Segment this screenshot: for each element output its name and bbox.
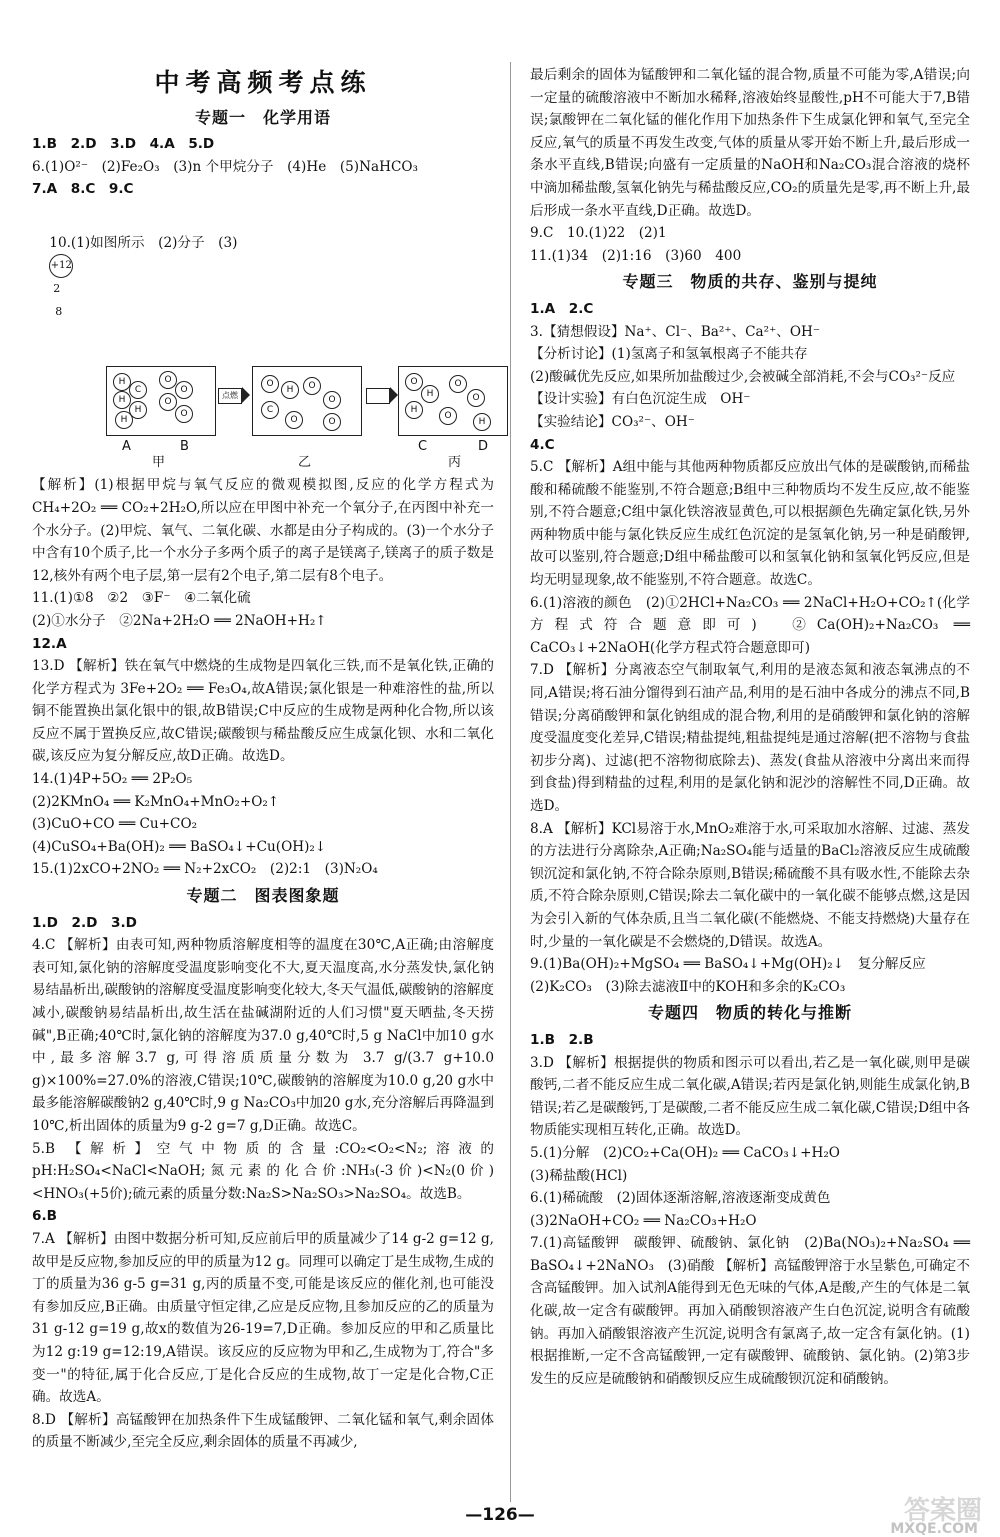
answer-line: (3)CuO+CO ══ Cu+CO₂ — [32, 816, 198, 833]
explanation-5: 5.B 【解析】空气中物质的含量:CO₂<O₂<N₂;溶液的pH:H₂SO₄<NaCl<NaOH;氮元素的化合价:NH₃(-3价)<N₂(0价)<HNO₃(+5价);硫元素的质量分数:Na₂S>Na₂SO₃>Na₂SO₄。故选B。 — [32, 1140, 494, 1202]
answer-line: 6.(1)O²⁻ (2)Fe₂O₃ (3)n 个甲烷分子 (4)He (5)NaHCO₃ — [32, 158, 418, 175]
atom-shell-1: 2 — [53, 282, 61, 296]
explanation-3: 3.D 【解析】根据提供的物质和图示可以看出,若乙是一氧化碳,则甲是碳酸钙,二者不能反应生成二氧化碳,A错误;若丙是氯化钠,则能生成氯化钠,B错误;若乙是碳酸钙,丁是碳酸,二者不能反应生成二氧化碳,C错误;D组中各物质能实现相互转化,正确。故选D。 — [530, 1054, 970, 1139]
arrow-icon — [366, 388, 390, 404]
explanation-7: 7.D 【解析】分离液态空气制取氧气,利用的是液态氮和液态氧沸点的不同,A错误;将石油分馏得到石油产品,利用的是石油中各成分的沸点不同,B错误;分离硝酸钾和氯化钠组成的混合物,利用的是硝酸钾和氯化钠的溶解度受温度变化差异,C错误;精盐提纯,粗盐提纯是通过溶解(把不溶物与食盐初步分离)、过滤(把不溶物彻底除去)、蒸发(食盐从溶液中分离出来而得到食盐)得到精盐的过程,利用的是氯化钠和泥沙的溶解性不同,D正确。故选D。 — [530, 662, 970, 814]
box-yi: O H C O O O O — [252, 366, 362, 436]
atom-nucleus-icon: +12 — [49, 254, 73, 278]
answer-line: 1.A 2.C — [530, 300, 594, 317]
answer-line: (2)2KMnO₄ ══ K₂MnO₄+MnO₂+O₂↑ — [32, 793, 280, 810]
answer-line: 【分析讨论】(1)氢离子和氢氧根离子不能共存 — [530, 346, 808, 363]
answer-line: 14.(1)4P+5O₂ ══ 2P₂O₅ — [32, 771, 193, 788]
answer-line: 12.A — [32, 635, 67, 652]
explanation-8-continued: 最后剩余的固体为锰酸钾和二氧化锰的混合物,质量不可能为零,A错误;向一定量的硫酸溶液中不断加水稀释,溶液始终显酸性,pH不可能大于7,B错误;氯酸钾在二氧化锰的催化作用下加热条件下生成氯化钾和氧气,至完全反应,氧气的质量不再发生改变,气体的质量从零开始不断上升,最后形成一条水平直线,B错误;向盛有一定质量的NaOH和Na₂CO₃混合溶液的烧杯中滴加稀盐酸,氢氧化钠先与稀盐酸反应,CO₂的质量先是零,再不断上升,最后形成一条水平直线,D正确。故选D。 — [530, 67, 970, 219]
watermark-logo: 答案圈 — [903, 1496, 982, 1526]
answer-6: 6.(1)溶液的颜色 (2)①2HCl+Na₂CO₃ ══ 2NaCl+H₂O+CO₂↑(化学方程式符合题意即可) ②Ca(OH)₂+Na₂CO₃ ══ CaCO₃↓+2NaOH(化学方程式符合题意即可) — [530, 594, 975, 656]
explanation-7b: 7.(1)高锰酸钾 碳酸钾、硫酸钠、氯化钠 (2)Ba(NO₃)₂+Na₂SO₄ ══ BaSO₄↓+2NaNO₃ (3)硝酸 【解析】高锰酸钾溶于水呈紫色,可确定不含高锰酸钾。加入试剂A能得到无色无味的气体,A是酸,产生的气体是二氧化碳,故一定含有碳酸钾。再加入硝酸钡溶液产生白色沉淀,说明含有硫酸钠。再加入硝酸银溶液产生沉淀,说明含有氯离子,故一定含有氯化钠。(1)根据推断,一定不含高锰酸钾,一定有碳酸钾、硫酸钠、氯化钠。(2)第3步发生的反应是硫酸钠和硝酸钡反应生成硫酸钡沉淀和硝酸钠。 — [530, 1235, 975, 1387]
answer-line: 【实验结论】CO₃²⁻、OH⁻ — [530, 413, 695, 430]
section-1-title: 专题一 化学用语 — [194, 107, 331, 127]
atom-shell-2: 8 — [55, 305, 63, 319]
explanation-8: 8.A 【解析】KCl易溶于水,MnO₂难溶于水,可采取加水溶解、过滤、蒸发的方法进行分离除杂,A正确;Na₂SO₄能与适量的BaCl₂溶液反应生成硫酸钡沉淀和氯化钠,不符合除杂原则,B错误;稀硫酸不具有吸水性,不能除去杂质,不符合除杂原则,C错误;除去二氧化碳中的一氧化碳不能够点燃,这是因为会引入新的气体杂质,且当二氧化碳(不能燃烧、不能支持燃烧)大量存在时,少量的一氧化碳是不会燃烧的,D错误。故选A。 — [530, 820, 970, 950]
answer-line: 1.B 2.D 3.D 4.A 5.D — [32, 136, 215, 153]
explanation-8: 8.D 【解析】高锰酸钾在加热条件下生成锰酸钾、二氧化锰和氧气,剩余固体的质量不断减少,至完全反应,剩余固体的质量不再减少, — [32, 1411, 494, 1451]
label-b: B — [180, 439, 189, 455]
label-yi: 乙 — [298, 455, 312, 471]
watermark-url: MXQE.COM — [890, 1521, 978, 1537]
answer-line: (4)CuSO₄+Ba(OH)₂ ══ BaSO₄↓+Cu(OH)₂↓ — [32, 838, 327, 855]
answer-line: 1.D 2.D 3.D — [32, 914, 137, 931]
answer-line: 9.C 10.(1)22 (2)1 — [530, 225, 667, 242]
answer-line: (2)①水分子 ②2Na+2H₂O ══ 2NaOH+H₂↑ — [32, 612, 327, 629]
box-bing: O H H O O O H — [398, 366, 508, 436]
column-divider — [510, 62, 511, 1502]
answer-line: 6.(1)稀硫酸 (2)固体逐渐溶解,溶液逐渐变成黄色 — [530, 1190, 831, 1207]
explanation-4: 4.C 【解析】由表可知,两种物质溶解度相等的温度在30℃,A正确;由溶解度表可知,氯化钠的溶解度受温度影响变化不大,夏天温度高,水分蒸发快,氯化钠易结晶析出,碳酸钠的溶解度受温度影响变化较大,冬天气温低,碳酸钠的溶解度减小,碳酸钠易结晶析出,故生活在盐碱湖附近的人们习惯"夏天晒盐,冬天捞碱",B正确;40℃时,氯化钠的溶解度为37.0 g,40℃时,5 g NaCl中加10 g水中,最多溶解3.7 g,可得溶质质量分数为 3.7 g/(3.7 g+10.0 g)×100%=27.0%的溶液,C错误;10℃,碳酸钠的溶解度为10.0 g,20 g水中最多能溶解碳酸钠2 g,40℃时,9 g Na₂CO₃中加20 g水,充分溶解后再降温到10℃,析出固体的质量为9 g-2 g=7 g,D正确。故选C。 — [32, 937, 499, 1134]
answer-line: 11.(1)34 (2)1:16 (3)60 400 — [530, 247, 742, 264]
section-3-title: 专题三 物质的共存、鉴别与提纯 — [622, 272, 878, 292]
label-bing: 丙 — [448, 455, 462, 471]
label-jia: 甲 — [152, 455, 166, 471]
answer-line: 5.(1)分解 (2)CO₂+Ca(OH)₂ ══ CaCO₃↓+H₂O — [530, 1144, 840, 1161]
explanation-5: 5.C 【解析】A组中能与其他两种物质都反应放出气体的是碳酸钠,而稀盐酸和稀硫酸不能鉴别,不符合题意;B组中三种物质均不发生反应,故不能鉴别,不符合题意;C组中氯化铁溶液显黄色,可以根据颜色先确定氯化铁,另外两种物质中能与氯化铁反应生成红色沉淀的是氢氧化钠,另一种是硝酸钾,故可以鉴别,符合题意;D组中稀盐酸可以和氢氧化钠和氢氧化钙反应,但是均无明显现象,故不能鉴别,不符合题意。故选C。 — [530, 459, 970, 589]
explanation-10: 【解析】(1)根据甲烷与氧气反应的微观模拟图,反应的化学方程式为 CH₄+2O₂ ══ CO₂+2H₂O,所以应在甲图中补充一个氧分子,在丙图中补充一个水分子。(2)甲烷、氧气、二氧化碳、水都是由分子构成的。(3)一个水分子中含有10个质子,比一个水分子多两个质子的离子是镁离子,镁离子的质子数是12,核外有两个电子层,第一层有2个电子,第二层有8个电子。 — [32, 477, 499, 584]
section-2-title: 专题二 图表图象题 — [186, 886, 340, 906]
answer-line: 15.(1)2xCO+2NO₂ ══ N₂+2xCO₂ (2)2:1 (3)N₂O₄ — [32, 861, 378, 878]
answer-line — [32, 209, 494, 346]
answer-line: (3)稀盐酸(HCl) — [530, 1167, 628, 1184]
answer-line: 3.【猜想假设】Na⁺、Cl⁻、Ba²⁺、Ca²⁺、OH⁻ — [530, 323, 821, 340]
page-title: 中考高频考点练 — [154, 68, 372, 97]
reaction-diagram — [92, 350, 494, 471]
answer-line: 4.C — [530, 436, 555, 453]
left-column — [32, 62, 499, 1454]
answer-line: 11.(1)①8 ②2 ③F⁻ ④二氧化硫 — [32, 590, 251, 607]
answer-line: (3)2NaOH+CO₂ ══ Na₂CO₃+H₂O — [530, 1212, 757, 1229]
explanation-7: 7.A 【解析】由图中数据分析可知,反应前后甲的质量减少了14 g-2 g=12 g,故甲是反应物,参加反应的甲的质量为12 g。同理可以确定丁是生成物,生成的丁的质量为36 g-5 g=31 g,丙的质量不变,可能是该反应的催化剂,也可能没有参加反应,B正确。由质量守恒定律,乙应是反应物,且参加反应的乙的质量为31 g-12 g=19 g,故x的数值为26-19=7,D正确。参加反应的甲和乙质量比为12 g:19 g=12:19,A错误。该反应的反应物为甲和乙,生成物为丁,符合"多变一"的特征,属于化合反应,丁是化合反应的生成物,故丁一定是化合物,C正确。故选A。 — [32, 1230, 494, 1406]
answer-line: 7.A 8.C 9.C — [32, 181, 134, 198]
page-number: —126— — [465, 1505, 535, 1525]
answer-10-text: 10.(1)如图所示 (2)分子 (3) — [49, 234, 238, 251]
right-column — [530, 64, 975, 1390]
answer-line: 6.B — [32, 1208, 57, 1225]
answer-line: (2)酸碱优先反应,如果所加盐酸过少,会被碱全部消耗,不会与CO₃²⁻反应 — [530, 368, 956, 385]
explanation-13: 13.D 【解析】铁在氧气中燃烧的生成物是四氧化三铁,而不是氧化铁,正确的化学方程式为 3Fe+2O₂ ══ Fe₃O₄,故A错误;氯化银是一种难溶性的盐,所以铜不能置换出氯化银中的银,故B错误;C中反应的生成物是两种化合物,所以该反应不属于置换反应,故C错误;碳酸钡与稀盐酸反应生成氯化钡、水和二氧化碳,该反应为复分解反应,故D正确。故选D。 — [32, 658, 494, 765]
answer-line: 【设计实验】有白色沉淀生成 OH⁻ — [530, 391, 751, 408]
label-d: D — [478, 439, 489, 455]
box-jia: H C H H H O O O O — [106, 366, 216, 436]
section-4-title: 专题四 物质的转化与推断 — [647, 1003, 852, 1023]
label-a: A — [122, 439, 131, 455]
label-c: C — [418, 439, 428, 455]
arrow-ignite-icon: 点燃 — [218, 388, 242, 404]
answer-line: 1.B 2.B — [530, 1031, 594, 1048]
answer-line: (2)K₂CO₃ (3)除去滤液Ⅱ中的KOH和多余的K₂CO₃ — [530, 978, 846, 995]
answer-line: 9.(1)Ba(OH)₂+MgSO₄ ══ BaSO₄↓+Mg(OH)₂↓ 复分解反应 — [530, 956, 926, 973]
